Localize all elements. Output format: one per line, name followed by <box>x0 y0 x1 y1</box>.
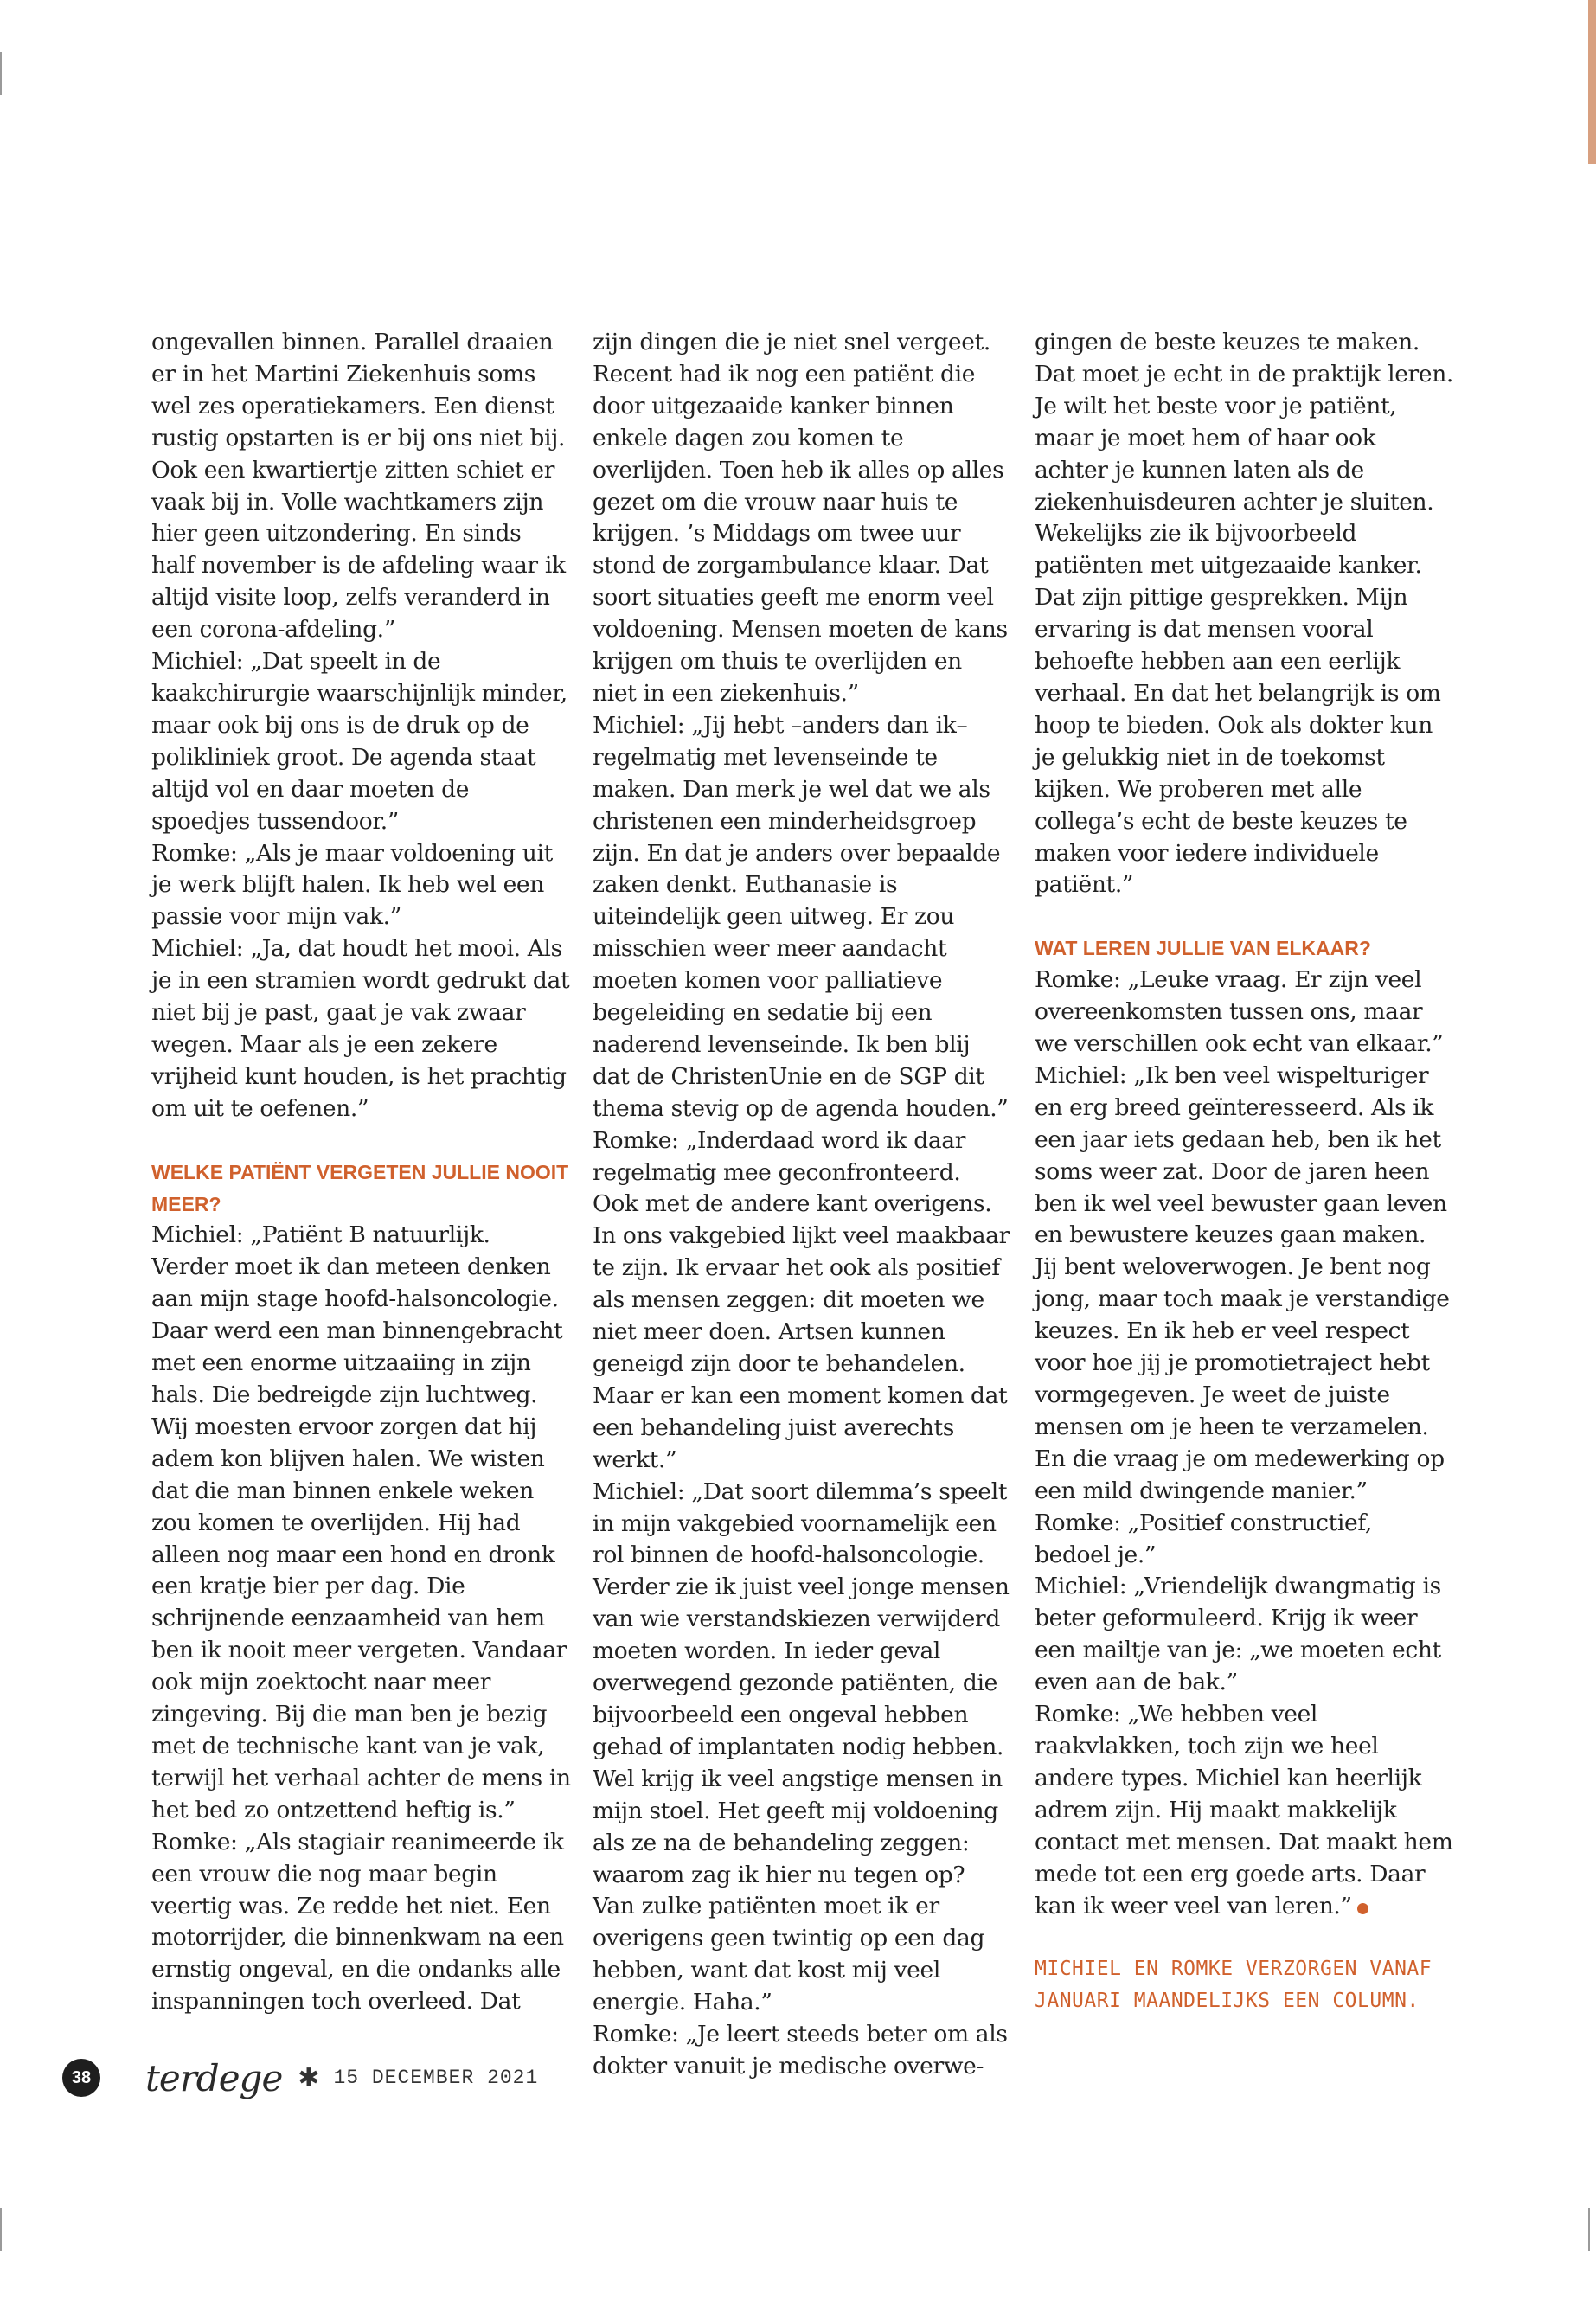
paragraph-text: Romke: „We hebben veel raakvlakken, toch zijn we heel andere types. Michiel kan heerlijk adrem zijn. Hij maakt makkelijk contact met mensen. Dat maakt hem mede tot een erg goede arts. Daar kan ik weer veel van leren.” <box>1035 1701 1453 1920</box>
article-column-2 <box>593 327 1012 2083</box>
section-heading: WELKE PATIËNT VERGETEN JULLIE NOOIT MEER? <box>151 1160 569 1215</box>
paragraph: Romke: „Positief constructief, bedoel je.” <box>1035 1509 1372 1568</box>
asterisk-icon: ✱ <box>298 2062 320 2093</box>
paragraph: Michiel: „Vriendelijk dwangmatig is beter geformuleerd. Krijg ik weer een mailtje van je: „we moeten echt even aan de bak.” <box>1035 1573 1441 1696</box>
section-gap <box>151 1125 571 1157</box>
section-heading: WAT LEREN JULLIE VAN ELKAAR? <box>1035 937 1371 960</box>
paragraph: Romke: „Als je maar voldoening uit je werk blijft halen. Ik heb wel een passie voor mijn vak.” <box>151 839 553 931</box>
page-footer <box>62 2057 538 2099</box>
paragraph-last <box>1035 1699 1454 1922</box>
paragraph: Michiel: „Dat soort dilemma’s speelt in mijn vakgebied voornamelijk een rol binnen de hoofd-halsoncologie. Verder zie ik juist veel jonge mensen van wie verstandskiezen verwijderd moeten worden. In ieder geval overwegend gezonde patiënten, die bijvoorbeeld een ongeval hebben gehad of implantaten nodig hebben. Wel krijg ik veel angstige mensen in mijn stoel. Het geeft mij voldoening als ze na de behandeling zeggen: waarom zag ik hier nu tegen op? Van zulke patiënten moet ik er overigens geen twintig op een dag hebben, want dat kost mij veel energie. Haha.” <box>593 1477 1010 2016</box>
paragraph: Romke: „Als stagiair reanimeerde ik een vrouw die nog maar begin veertig was. Ze redde het niet. Een motorrijder, die binnenkwam na een ernstig ongeval, en die ondanks alle inspanningen toch overleed. Dat <box>151 1828 564 2016</box>
section-gap <box>1035 901 1454 933</box>
paragraph: Michiel: „Ik ben veel wispelturiger en erg breed geïnteresseerd. Als ik een jaar iets gedaan heb, ben ik het soms weer zat. Door de jaren heen ben ik wel veel bewuster gaan leven en bewustere keuzes gaan maken. Jij bent weloverwogen. Je bent nog jong, maar toch maak je verstandige keuzes. En ik heb er veel respect voor hoe jij je promotietraject hebt vormgegeven. Je weet de juiste mensen om je heen te verzamelen. En die vraag je om medewerking op een mild dwingende manier.” <box>1035 1061 1450 1504</box>
article-column-3 <box>1035 327 1454 2017</box>
paragraph: Michiel: „Jij hebt –anders dan ik– regelmatig met levenseinde te maken. Dan merk je wel dat we als christenen een minderheidsgroep zijn. En dat je anders over bepaalde zaken denkt. Euthanasie is uiteindelijk geen uitweg. Er zou misschien weer meer aandacht moeten komen voor palliatieve begeleiding en sedatie bij een naderend levenseinde. Ik ben blij dat de ChristenUnie en de SGP dit thema stevig op de agenda houden.” <box>593 711 1009 1122</box>
paragraph: Romke: „Inderdaad word ik daar regelmatig mee geconfronteerd. Ook met de andere kant overigens. In ons vakgebied lijkt veel maakbaar te zijn. Ik ervaar het ook als positief als mensen zeggen: dit moeten we niet meer doen. Artsen kunnen geneigd zijn door te behandelen. Maar er kan een moment komen dat een behandeling juist averechts werkt.” <box>593 1126 1010 1473</box>
section-gap <box>1035 1922 1454 1953</box>
crop-mark <box>0 52 2 95</box>
paragraph: gingen de beste keuzes te maken. Dat moet je echt in de praktijk leren. Je wilt het beste voor je patiënt, maar je moet hem of haar ook achter je kunnen laten als de ziekenhuisdeuren achter je sluiten. Wekelijks zie ik bijvoorbeeld patiënten met uitgezaaide kanker. Dat zijn pittige gesprekken. Mijn ervaring is dat mensen vooral behoefte hebben aan een eerlijk verhaal. En dat het belangrijk is om hoop te bieden. Ook als dokter kun je gelukkig niet in de toekomst kijken. We proberen met alle collega’s echt de beste keuzes te maken voor iedere individuele patiënt.” <box>1035 329 1453 899</box>
crop-mark <box>1588 2208 1590 2251</box>
paragraph: Romke: „Je leert steeds beter om als dokter vanuit je medische overwe- <box>593 2021 1008 2080</box>
paragraph: ongevallen binnen. Parallel draaien er in het Martini Ziekenhuis soms wel zes operatiekamers. Een dienst rustig opstarten is er bij ons niet bij. Ook een kwartiertje zitten schiet er vaak bij in. Volle wachtkamers zijn hier geen uitzondering. En sinds half november is de afdeling waar ik altijd visite loop, zelfs veranderd in een corona-afdeling.” <box>151 329 566 644</box>
article-column-1 <box>151 327 571 2018</box>
paragraph: Michiel: „Ja, dat houdt het mooi. Als je in een stramien wordt gedrukt dat niet bij je past, gaat je vak zwaar wegen. Maar als je een zekere vrijheid kunt houden, is het prachtig om uit te oefenen.” <box>151 935 570 1122</box>
paragraph: zijn dingen die je niet snel vergeet. Recent had ik nog een patiënt die door uitgezaaide kanker binnen enkele dagen zou komen te overlijden. Toen heb ik alles op alles gezet om die vrouw naar huis te krijgen. ’s Middags om twee uur stond de zorgambulance klaar. Dat soort situaties geeft me enorm veel voldoening. Mensen moeten de kans krijgen om thuis te overlijden en niet in een ziekenhuis.” <box>593 329 1008 707</box>
paragraph: Michiel: „Patiënt B natuurlijk. Verder moet ik dan meteen denken aan mijn stage hoofd-halsoncologie. Daar werd een man binnengebracht met een enorme uitzaaiing in zijn hals. Die bedreigde zijn luchtweg. Wij moesten ervoor zorgen dat hij adem kon blijven halen. We wisten dat die man binnen enkele weken zou komen te overlijden. Hij had alleen nog maar een hond en dronk een kratje bier per dag. Die schrijnende eenzaamheid van hem ben ik nooit meer vergeten. Vandaar ook mijn zoektocht naar meer zingeving. Bij die man ben je bezig met de technische kant van je vak, terwijl het verhaal achter de mens in het bed zo ontzettend heftig is.” <box>151 1221 571 1823</box>
crop-mark <box>0 2208 2 2251</box>
paragraph: Michiel: „Dat speelt in de kaakchirurgie waarschijnlijk minder, maar ook bij ons is de druk op de polikliniek groot. De agenda staat altijd vol en daar moeten de spoedjes tussendoor.” <box>151 648 567 835</box>
issue-date: 15 DECEMBER 2021 <box>333 2067 539 2089</box>
column-note: MICHIEL EN ROMKE VERZORGEN VANAF JANUARI MAANDELIJKS EEN COLUMN. <box>1035 1958 1433 2013</box>
magazine-logo: terdege <box>145 2056 283 2099</box>
page-number: 38 <box>62 2059 100 2097</box>
page-edge-accent <box>1588 0 1596 164</box>
paragraph: Romke: „Leuke vraag. Er zijn veel overeenkomsten tussen ons, maar we verschillen ook echt van elkaar.” <box>1035 966 1444 1058</box>
end-mark-icon <box>1357 1903 1368 1914</box>
